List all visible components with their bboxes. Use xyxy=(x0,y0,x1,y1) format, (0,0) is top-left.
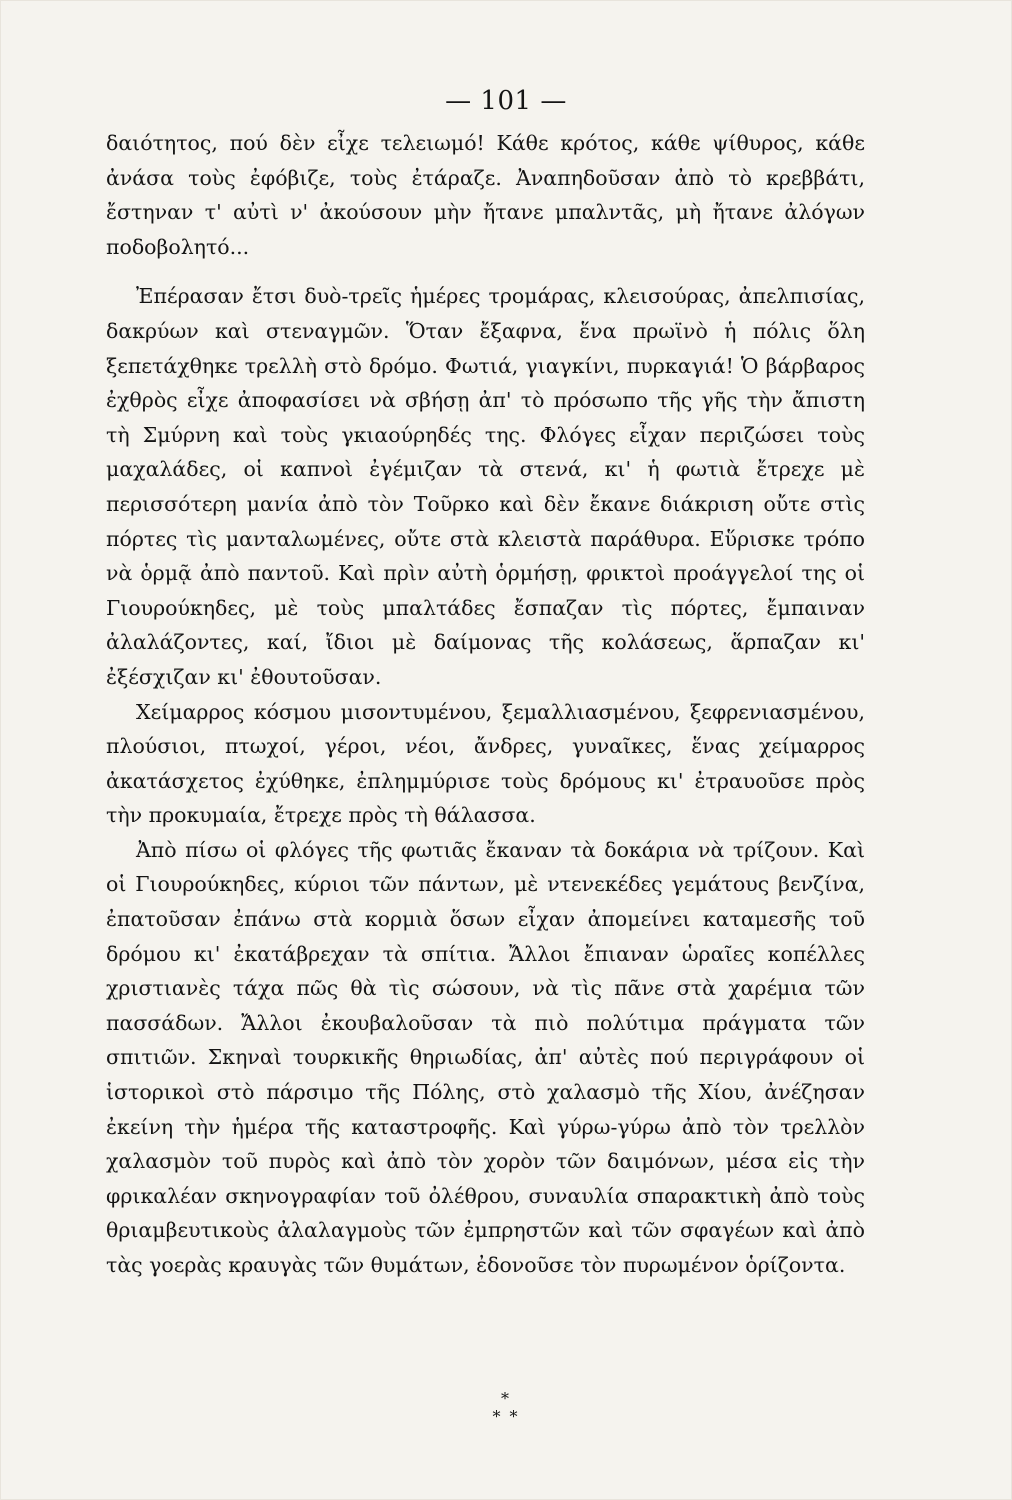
asterism-top: * xyxy=(501,1389,511,1408)
asterism-bottom: * * xyxy=(492,1407,520,1426)
paragraph-4: Ἀπὸ πίσω οἱ φλόγες τῆς φωτιᾶς ἔκαναν τὰ δοκάρια νὰ τρίζουν. Καὶ οἱ Γιουρούκηδες, κύριοι τῶν πάντων, μὲ ντενεκέδες γεμάτους βενζίνα, ἐπατοῦσαν ἐπάνω στὰ κορμιὰ ὅσων εἶχαν ἀπομείνει καταμεσῆς τοῦ δρόμου κι' ἐκατάβρεχαν τὰ σπίτια. Ἄλλοι ἔπιαναν ὡραῖες κοπέλλες χριστιανὲς τάχα πῶς θὰ τὶς σώσουν, νὰ τὶς πᾶνε στὰ χαρέμια τῶν πασσάδων. Ἄλλοι ἐκουβαλοῦσαν τὰ πιὸ πολύτιμα πράγματα τῶν σπιτιῶν. Σκηναὶ τουρκικῆς θηριωδίας, ἀπ' αὐτὲς πού περιγράφουν οἱ ἱστορικοὶ στὸ πάρσιμο τῆς Πόλης, στὸ χαλασμὸ τῆς Χίου, ἀνέζησαν ἐκείνη τὴν ἡμέρα τῆς καταστροφῆς. Καὶ γύρω-γύρω ἀπὸ τὸν τρελλὸν χαλασμὸν τοῦ πυρὸς καὶ ἀπὸ τὸν χορὸν τῶν δαιμόνων, μέσα εἰς τὴν φρικαλέαν σκηνογραφίαν τοῦ ὀλέθρου, συναυλία σπαρακτικὴ ἀπὸ τοὺς θριαμβευτικοὺς ἀλαλαγμοὺς τῶν ἐμπρηστῶν καὶ τῶν σφαγέων καὶ ἀπὸ τὰς γοερὰς κραυγὰς τῶν θυμάτων, ἐδονοῦσε τὸν πυρωμένον ὁρίζοντα. xyxy=(106,837,865,1277)
paragraph-3: Χείμαρρος κόσμου μισοντυμένου, ξεμαλλιασμένου, ξεφρενιασμένου, πλούσιοι, πτωχοί, γέροι, νέοι, ἄνδρες, γυναῖκες, ἕνας χείμαρρος ἀκατάσχετος ἐχύθηκε, ἐπλημμύρισε τοὺς δρόμους κι' ἐτραυοῦσε πρὸς τὴν προκυμαία, ἔτρεχε πρὸς τὴ θάλασσα. xyxy=(106,699,865,828)
paragraph-2: Ἐπέρασαν ἔτσι δυὸ-τρεῖς ἡμέρες τρομάρας, κλεισούρας, ἀπελπισίας, δακρύων καὶ στεναγμῶν. Ὅταν ἔξαφνα, ἕνα πρωϊνὸ ἡ πόλις ὅλη ξεπετάχθηκε τρελλὴ στὸ δρόμο. Φωτιά, γιαγκίνι, πυρκαγιά! Ὁ βάρβαρος ἐχθρὸς εἶχε ἀποφασίσει νὰ σβήσῃ ἀπ' τὸ πρόσωπο τῆς γῆς τὴν ἄπιστη τὴ Σμύρνη καὶ τοὺς γκιαούρηδές της. Φλόγες εἶχαν περιζώσει τοὺς μαχαλάδες, οἱ καπνοὶ ἐγέμιζαν τὰ στενά, κι' ἡ φωτιὰ ἔτρεχε μὲ περισσότερη μανία ἀπὸ τὸν Τοῦρκο καὶ δὲν ἔκανε διάκριση οὔτε στὶς πόρτες τὶς μανταλωμένες, οὔτε στὰ κλειστὰ παράθυρα. Εὕρισκε τρόπο νὰ ὁρμᾷ ἀπὸ παντοῦ. Καὶ πρὶν αὐτὴ ὁρμήσῃ, φρικτοὶ προάγγελοί της οἱ Γιουρούκηδες, μὲ τοὺς μπαλτάδες ἔσπαζαν τὶς πόρτες, ἔμπαιναν ἀλαλάζοντες, καί, ἴδιοι μὲ δαίμονας τῆς κολάσεως, ἅρπαζαν κι' ἐξέσχιζαν κι' ἐθουτοῦσαν. xyxy=(106,284,865,689)
paragraph-1: δαιότητος, πού δὲν εἶχε τελειωμό! Κάθε κρότος, κάθε ψίθυρος, κάθε ἀνάσα τοὺς ἐφόβιζε, τοὺς ἐτάραζε. Ἀναπηδοῦσαν ἀπὸ τὸ κρεββάτι, ἔστηναν τ' αὐτὶ ν' ἀκούσουν μὴν ἤτανε μπαλντᾶς, μὴ ἤτανε ἀλόγων ποδοβολητό... xyxy=(106,131,865,259)
section-asterism xyxy=(0,1390,1012,1426)
body-text xyxy=(106,126,865,1283)
page-number: — 101 — xyxy=(445,86,567,116)
